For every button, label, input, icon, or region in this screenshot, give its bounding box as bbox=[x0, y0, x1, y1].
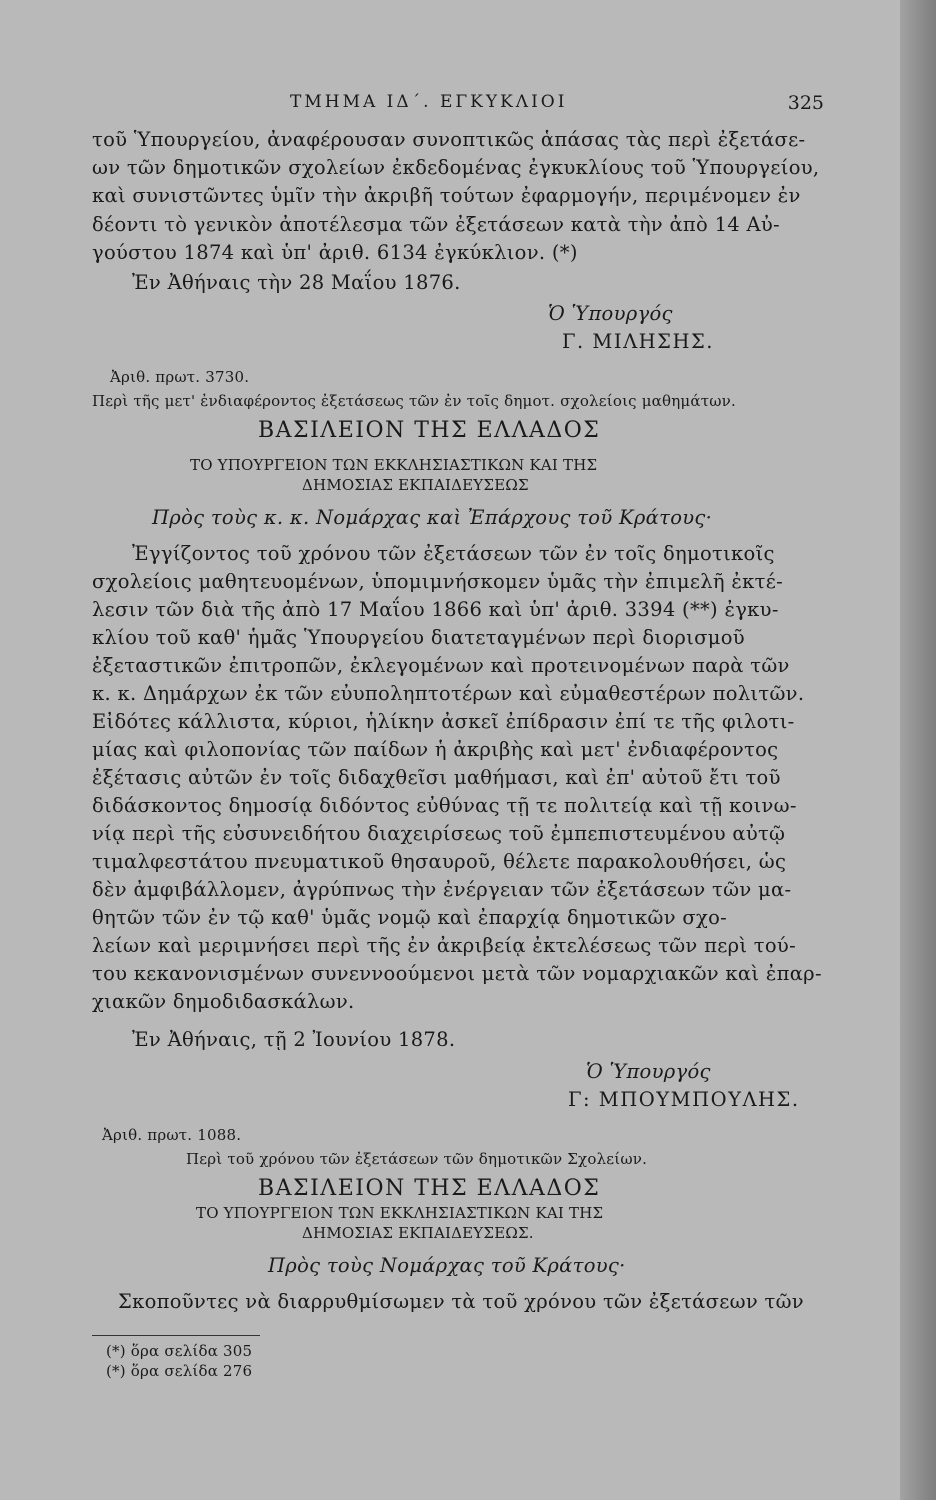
footnote: (*) ὅρα σελίδα 305 bbox=[106, 1342, 253, 1360]
kingdom-heading: ΒΑΣΙΛΕΙΟΝ ΤΗΣ ΕΛΛΑΔΟΣ bbox=[258, 1176, 601, 1201]
addressee: Πρὸς τοὺς Νομάρχας τοῦ Κράτους· bbox=[268, 1254, 626, 1277]
text-line: μίας καὶ φιλοπονίας τῶν παίδων ἡ ἀκριβὴς καὶ μετ' ἐνδιαφέροντος bbox=[92, 738, 779, 761]
text-line: δέοντι τὸ γενικὸν ἀποτέλεσμα τῶν ἐξετάσεων κατὰ τὴν ἀπὸ 14 Αὐ- bbox=[92, 213, 780, 236]
date-line: Ἐν Ἀθήναις τὴν 28 Μαΐου 1876. bbox=[132, 271, 461, 294]
text-line: Σκοποῦντες νὰ διαρρυθμίσωμεν τὰ τοῦ χρόνου τῶν ἐξετάσεων τῶν bbox=[118, 1290, 804, 1313]
ministry-heading: ΤΟ ΥΠΟΥΡΓΕΙΟΝ ΤΩΝ ΕΚΚΛΗΣΙΑΣΤΙΚΩΝ ΚΑΙ ΤΗΣ bbox=[190, 456, 598, 474]
signatory-name: Γ: ΜΠΟΥΜΠΟΥΛΗΣ. bbox=[568, 1088, 800, 1111]
text-line: κλίου τοῦ καθ' ἡμᾶς Ὑπουργείου διατεταγμένων περὶ διορισμοῦ bbox=[92, 626, 745, 649]
text-line: του κεκανονισμένων συνεννοούμενοι μετὰ τῶν νομαρχιακῶν καὶ ἐπαρ- bbox=[92, 962, 822, 985]
page-number: 325 bbox=[787, 92, 824, 114]
text-line: Εἰδότες κάλλιστα, κύριοι, ἡλίκην ἀσκεῖ ἐπίδρασιν ἐπί τε τῆς φιλοτι- bbox=[92, 710, 795, 733]
text-line: ἐξέτασις αὐτῶν ἐν τοῖς διδαχθεῖσι μαθήμασι, καὶ ἐπ' αὐτοῦ ἔτι τοῦ bbox=[92, 766, 781, 789]
signatory-title: Ὁ Ὑπουργός bbox=[548, 302, 673, 325]
footnote: (*) ὅρα σελίδα 276 bbox=[106, 1362, 253, 1380]
text-line: λείων καὶ μεριμνήσει περὶ τῆς ἐν ἀκριβείᾳ ἐκτελέσεως τῶν περὶ τού- bbox=[92, 934, 796, 957]
text-line: γούστου 1874 καὶ ὑπ' ἀριθ. 6134 ἐγκύκλιον. (*) bbox=[92, 241, 578, 264]
running-header bbox=[92, 92, 824, 122]
kingdom-heading: ΒΑΣΙΛΕΙΟΝ ΤΗΣ ΕΛΛΑΔΟΣ bbox=[258, 418, 601, 443]
circular-subject: Περὶ τοῦ χρόνου τῶν ἐξετάσεων τῶν δημοτικῶν Σχολείων. bbox=[186, 1150, 648, 1168]
ministry-heading-2: ΔΗΜΟΣΙΑΣ ΕΚΠΑΙΔΕΥΣΕΩΣ. bbox=[302, 1224, 534, 1242]
text-line: κ. κ. Δημάρχων ἐκ τῶν εὐυποληπτοτέρων καὶ εὐμαθεστέρων πολιτῶν. bbox=[92, 682, 805, 705]
date-line: Ἐν Ἀθήναις, τῇ 2 Ἰουνίου 1878. bbox=[132, 1028, 456, 1051]
text-line: νίᾳ περὶ τῆς εὐσυνειδήτου διαχειρίσεως τοῦ ἐμπεπιστευμένου αὐτῷ bbox=[92, 822, 786, 845]
protocol-number: Ἀριθ. πρωτ. 3730. bbox=[110, 368, 250, 386]
protocol-number: Ἀριθ. πρωτ. 1088. bbox=[102, 1126, 242, 1144]
text-line: θητῶν τῶν ἐν τῷ καθ' ὑμᾶς νομῷ καὶ ἐπαρχίᾳ δημοτικῶν σχο- bbox=[92, 906, 728, 929]
circular-subject: Περὶ τῆς μετ' ἐνδιαφέροντος ἐξετάσεως τῶν ἐν τοῖς δημοτ. σχολείοις μαθημάτων. bbox=[92, 392, 736, 410]
text-line: λεσιν τῶν διὰ τῆς ἀπὸ 17 Μαΐου 1866 καὶ ὑπ' ἀριθ. 3394 (**) ἐγκυ- bbox=[92, 598, 779, 621]
text-line: ων τῶν δημοτικῶν σχολείων ἐκδεδομένας ἐγκυκλίους τοῦ Ὑπουργείου, bbox=[92, 156, 820, 179]
page-edge bbox=[900, 0, 936, 1500]
signatory-title: Ὁ Ὑπουργός bbox=[586, 1060, 711, 1083]
footnote-rule bbox=[92, 1335, 260, 1336]
addressee: Πρὸς τοὺς κ. κ. Νομάρχας καὶ Ἐπάρχους τοῦ Κράτους· bbox=[152, 506, 713, 529]
ministry-heading-2: ΔΗΜΟΣΙΑΣ ΕΚΠΑΙΔΕΥΣΕΩΣ bbox=[302, 476, 529, 494]
text-line: τιμαλφεστάτου πνευματικοῦ θησαυροῦ, θέλετε παρακολουθήσει, ὡς bbox=[92, 850, 787, 873]
text-line: καὶ συνιστῶντες ὑμῖν τὴν ἀκριβῆ τούτων ἐφαρμογήν, περιμένομεν ἐν bbox=[92, 184, 801, 207]
text-line: διδάσκοντος δημοσίᾳ διδόντος εὐθύνας τῇ τε πολιτείᾳ καὶ τῇ κοινω- bbox=[92, 794, 797, 817]
text-line: Ἐγγίζοντος τοῦ χρόνου τῶν ἐξετάσεων τῶν ἐν τοῖς δημοτικοῖς bbox=[132, 542, 775, 565]
text-line: δὲν ἀμφιβάλλομεν, ἀγρύπνως τὴν ἐνέργειαν τῶν ἐξετάσεων τῶν μα- bbox=[92, 878, 792, 901]
ministry-heading: ΤΟ ΥΠΟΥΡΓΕΙΟΝ ΤΩΝ ΕΚΚΛΗΣΙΑΣΤΙΚΩΝ ΚΑΙ ΤΗΣ bbox=[196, 1204, 604, 1222]
text-line: τοῦ Ὑπουργείου, ἀναφέρουσαν συνοπτικῶς ἁπάσας τὰς περὶ ἐξετάσε- bbox=[92, 128, 806, 151]
section-title: ΤΜΗΜΑ ΙΔ΄. ΕΓΚΥΚΛΙΟΙ bbox=[290, 92, 568, 112]
text-line: ἐξεταστικῶν ἐπιτροπῶν, ἐκλεγομένων καὶ προτεινομένων παρὰ τῶν bbox=[92, 654, 790, 677]
signatory-name: Γ. ΜΙΛΗΣΗΣ. bbox=[562, 330, 714, 353]
text-line: σχολείοις μαθητευομένων, ὑπομιμνήσκομεν ὑμᾶς τὴν ἐπιμελῆ ἐκτέ- bbox=[92, 570, 784, 593]
text-line: χιακῶν δημοδιδασκάλων. bbox=[92, 990, 355, 1013]
